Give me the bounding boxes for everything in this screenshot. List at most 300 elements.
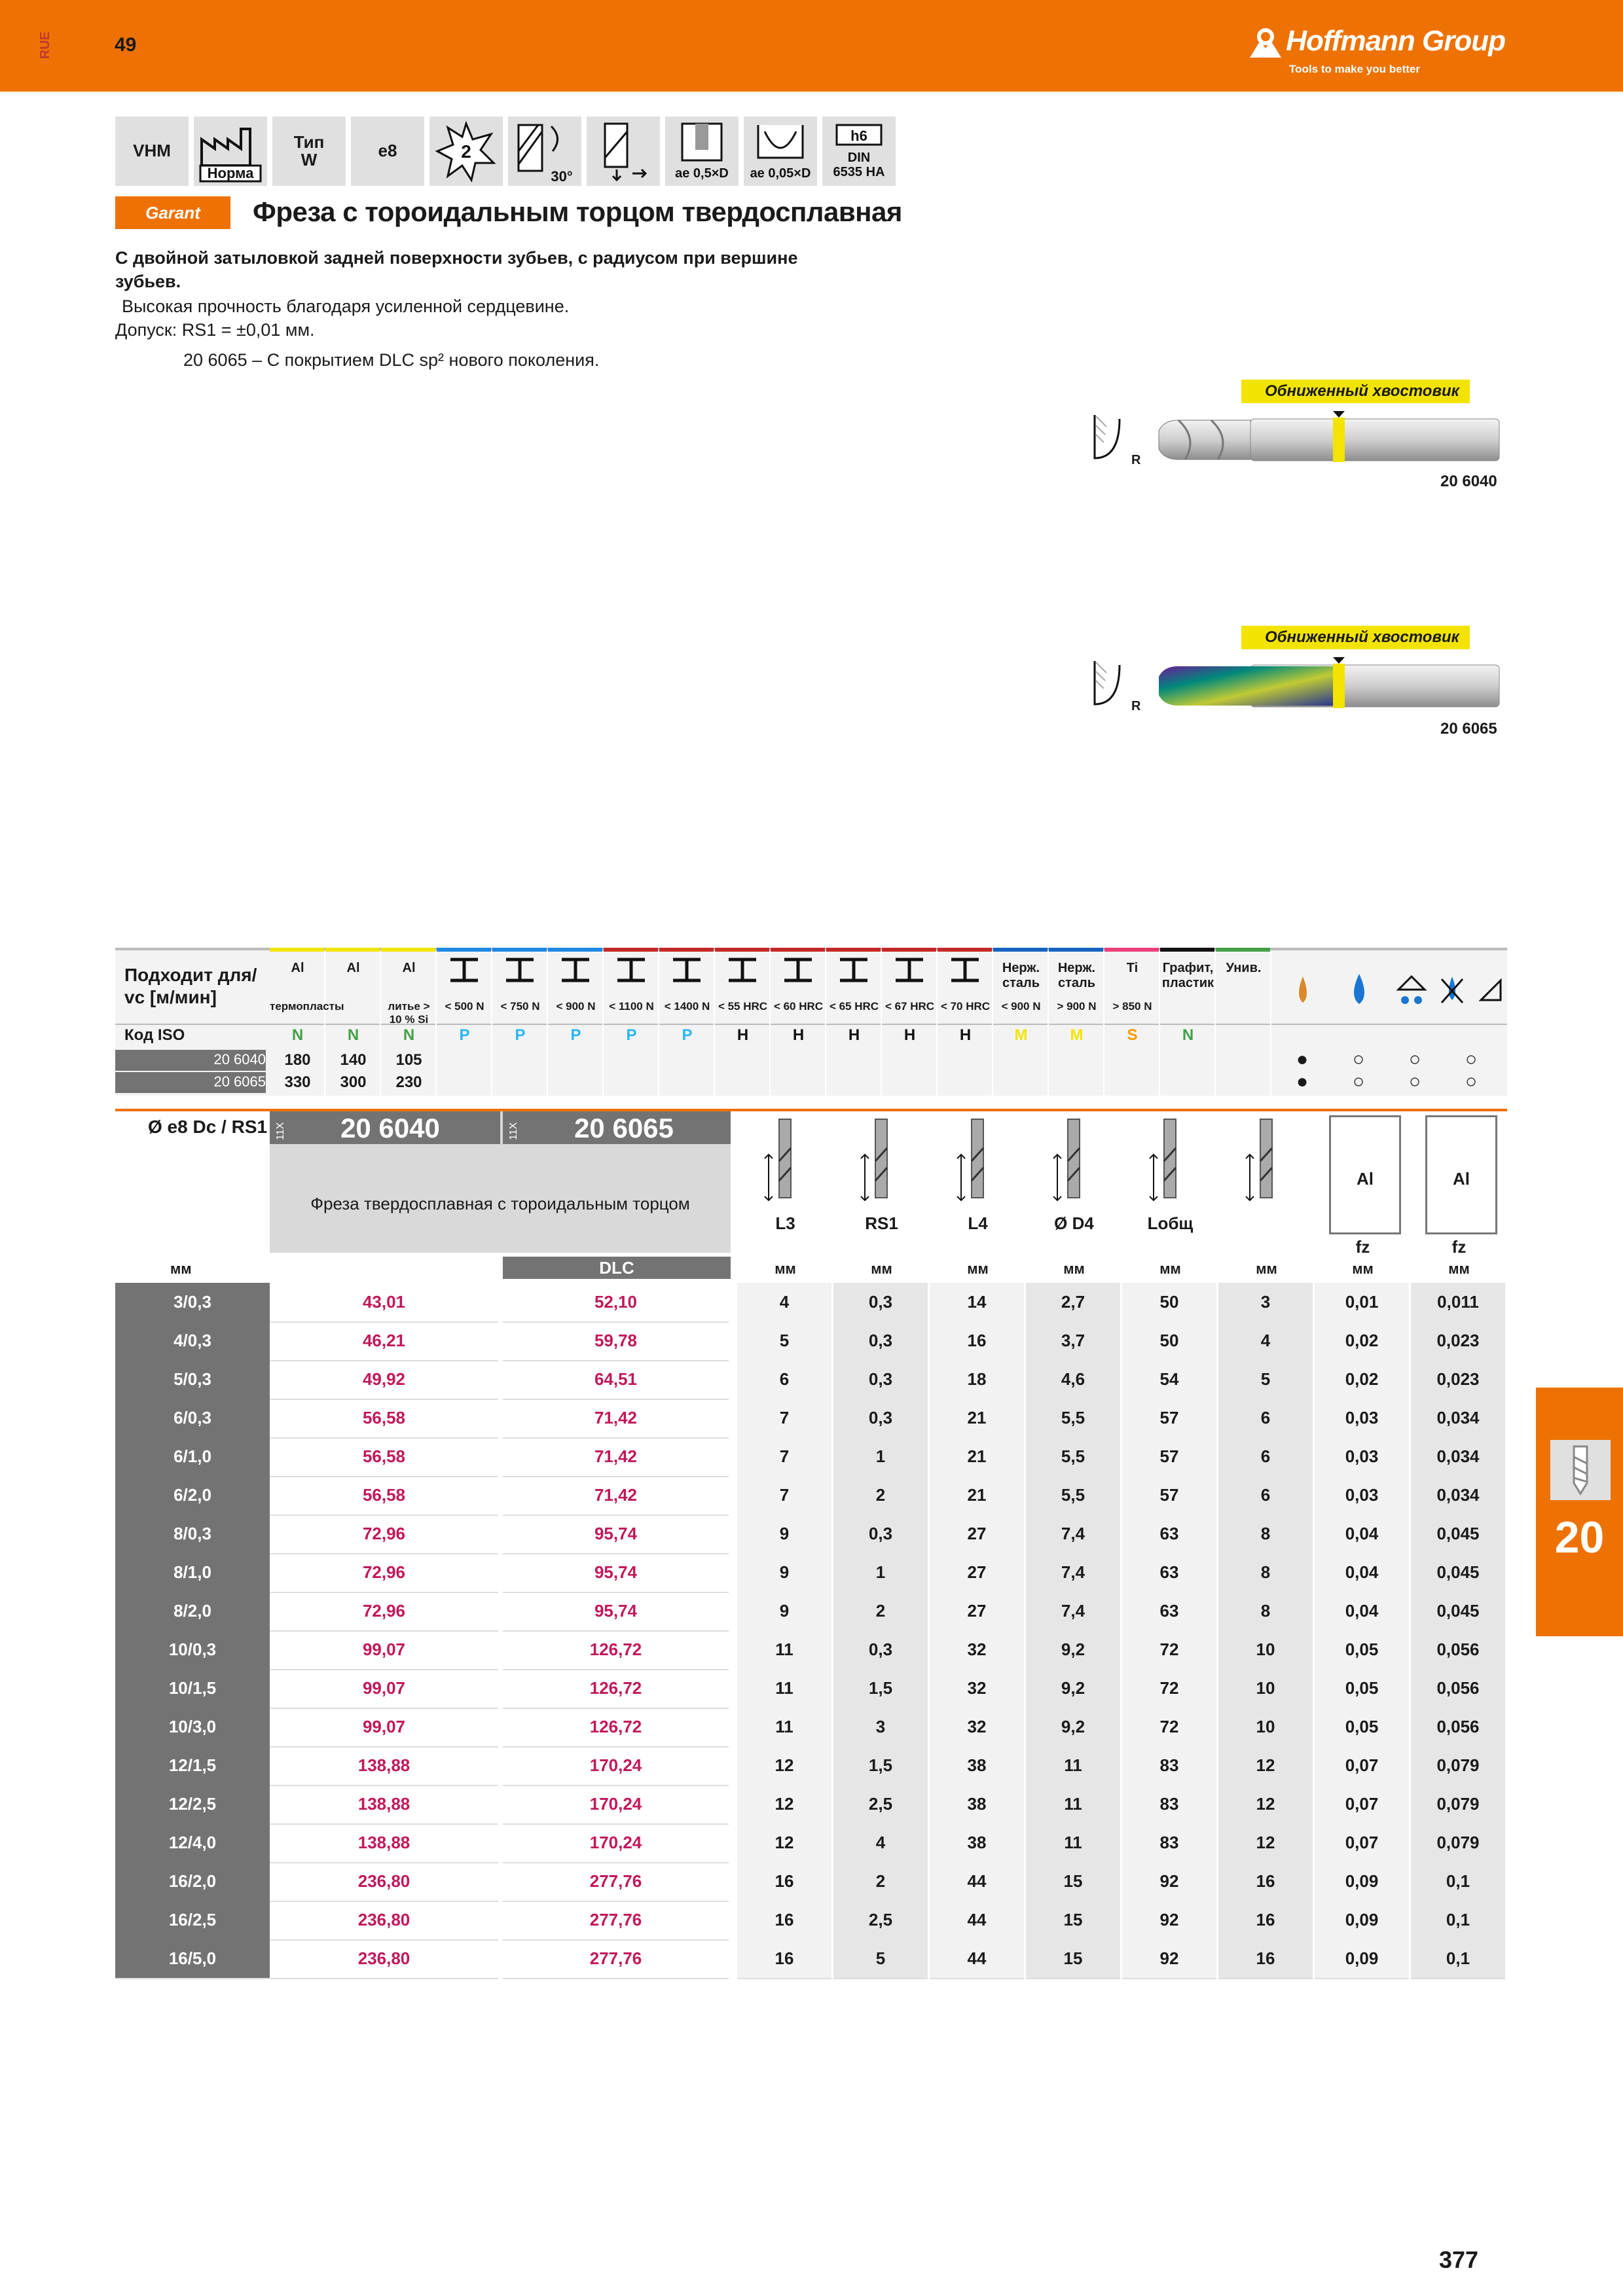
cutting-speed-value: 180 [284,1051,311,1069]
unit-label: мм [1159,1261,1181,1277]
dimension-cell: 92 [1122,1901,1216,1941]
unit-label: мм [170,1261,192,1277]
dimension-cell: 9 [737,1515,831,1554]
dimension-cell: 0,1 [1411,1901,1505,1941]
table-row [115,1321,1507,1360]
dimension-cell: 0,03 [1315,1476,1409,1516]
dimension-cell: 0,079 [1411,1785,1505,1825]
dimension-cell: 83 [1122,1823,1216,1863]
material-subheader: < 900 N [1001,1000,1041,1013]
price-cell: 236,80 [270,1939,498,1979]
price-cell: 56,58 [270,1437,498,1477]
column-separator [769,952,771,1096]
material-header: Ti [1126,961,1139,975]
iso-code: P [459,1026,470,1044]
dimension-cell: 7,4 [1026,1553,1120,1593]
dimension-cell: 38 [930,1785,1024,1825]
table-row [115,1785,1507,1823]
dimension-cell: 0,03 [1315,1437,1409,1477]
table-row [115,1630,1507,1669]
material-color-bar [1160,948,1214,952]
iso-code: H [792,1026,805,1044]
dimension-cell: 21 [930,1476,1024,1516]
hoffmann-logo-icon [1247,22,1284,59]
dimension-cell: 0,02 [1315,1360,1409,1400]
dimension-cell: 11 [1026,1785,1120,1825]
dimension-cell: 27 [930,1592,1024,1632]
size-cell: 3/0,3 [115,1283,270,1323]
dimension-header: RS1 [865,1213,898,1233]
dimension-cell: 12 [737,1785,831,1825]
profile-ae-icon [744,117,817,186]
dimension-cell: 16 [930,1321,1024,1361]
dimension-cell: 32 [930,1630,1024,1670]
slot-ae-half-icon [665,117,739,186]
dimension-cell: 0,02 [1315,1321,1409,1361]
dimension-cell: 1 [833,1553,928,1593]
dlc-label: DLC [599,1258,634,1278]
price-cell: 126,72 [503,1669,729,1709]
dimension-cell: 12 [1218,1785,1313,1825]
price-cell: 64,51 [503,1360,729,1400]
price-cell: 95,74 [503,1592,729,1632]
price-cell: 170,24 [503,1785,729,1825]
steel-beam-icon [949,957,981,983]
svg-text:ae 0,05×D: ae 0,05×D [750,166,811,181]
dimension-cell: 0,07 [1315,1823,1409,1863]
price-cell: 59,78 [503,1321,729,1361]
steel-beam-icon [782,957,814,983]
dimension-cell: 4 [833,1823,928,1863]
dimension-cell: 21 [930,1399,1024,1439]
dimension-cell: 50 [1122,1321,1216,1361]
material-subheader: < 67 HRC [884,1000,935,1013]
price-cell: 71,42 [503,1399,729,1439]
dimension-cell: 4 [737,1283,831,1323]
dimension-cell: 8 [1218,1515,1313,1554]
iso-code: P [570,1026,581,1044]
dimension-cell: 2,5 [833,1901,928,1941]
cooling-dry-mark: ● [1296,1049,1309,1070]
price-cell: 49,92 [270,1360,498,1400]
table-row [115,1901,1507,1939]
plunge-icon [587,117,660,186]
price-cell: 72,96 [270,1515,498,1554]
price-cell: 95,74 [503,1515,729,1554]
cooling-emulsion-mark: ○ [1353,1049,1365,1070]
dimension-cell: 0,05 [1315,1708,1409,1748]
dimension-cell: 44 [930,1901,1024,1941]
price-cell: 126,72 [503,1630,729,1670]
iso-code: H [848,1026,860,1044]
iso-code: M [1014,1026,1028,1044]
material-header: Нерж. сталь [1057,961,1096,990]
dimension-cell: 8 [1218,1592,1313,1632]
material-header: Унив. [1226,961,1262,975]
material-color-bar [492,948,547,952]
dimension-cell: 63 [1122,1515,1216,1554]
brand-tagline: Tools to make you better [1289,63,1420,75]
cooling-air-mark: ○ [1465,1071,1478,1092]
page-title: Фреза с тороидальным торцом твердосплавная [253,196,902,227]
dimension-cell: 16 [1218,1901,1313,1941]
price-cell: 52,10 [503,1283,729,1323]
dimension-cell: 2,5 [833,1785,928,1825]
dimension-cell: 0,045 [1411,1553,1505,1593]
price-cell: 138,88 [270,1746,498,1786]
price-cell: 236,80 [270,1862,498,1902]
material-subheader: < 65 HRC [829,1000,879,1013]
dimension-cell: 16 [737,1939,831,1979]
dimension-cell: 92 [1122,1862,1216,1902]
dimension-cell: 16 [737,1901,831,1941]
dimension-cell: 4 [1218,1321,1313,1361]
size-cell: 6/2,0 [115,1476,270,1516]
steel-beam-icon [559,957,592,983]
cooling-mist-mark: ○ [1409,1071,1421,1092]
dimension-cell: 3 [833,1708,928,1748]
material-color-bar [826,948,881,952]
feed-symbol: fz [1451,1237,1467,1257]
price-cell: 99,07 [270,1630,498,1670]
order-prefix: 11X [508,1122,519,1140]
garant-logo: Garant [115,196,230,229]
material-subheader: < 500 N [445,1000,484,1013]
dimension-cell: 6 [1218,1437,1313,1477]
steel-beam-icon [615,957,647,983]
table-row [115,1862,1507,1901]
iso-code: N [347,1026,359,1044]
size-cell: 8/2,0 [115,1592,270,1632]
size-cell: 5/0,3 [115,1360,270,1400]
dimension-cell: 12 [737,1746,831,1786]
description-line-5: 20 6065 – С покрытием DLC sp² нового поколения. [183,350,600,370]
material-header: Графит, пластик [1161,961,1214,990]
material-color-bar [1049,948,1103,952]
material-color-bar [548,948,602,952]
table-row [115,1283,1507,1321]
table-row [115,1553,1507,1592]
dimension-cell: 38 [930,1746,1024,1786]
side-language-label: RUE [38,31,52,60]
size-cell: 10/0,3 [115,1630,270,1670]
price-cell: 170,24 [503,1823,729,1863]
column-separator [825,952,826,1096]
iso-code-label: Код ISO [124,1026,185,1044]
shank-din-icon [822,117,896,186]
table-row [115,1708,1507,1746]
price-cell: 99,07 [270,1708,498,1748]
price-cell: 277,76 [503,1901,729,1941]
iso-code: P [515,1026,526,1044]
brand-name: Hoffmann Group [1286,25,1505,57]
dimension-cell: 8 [1218,1553,1313,1593]
helix-angle-icon [508,117,581,186]
dimension-cell: 6 [1218,1399,1313,1439]
table-row [115,1939,1507,1978]
dimension-cell: 12 [1218,1823,1313,1863]
dimension-icon [1048,1115,1101,1213]
dimension-cell: 7 [737,1399,831,1439]
reduced-shank-flag: Обниженный хвостовик [1241,380,1470,403]
dimension-cell: 0,04 [1315,1515,1409,1554]
dimension-cell: 0,3 [833,1321,928,1361]
iso-code: H [959,1026,972,1044]
dimension-cell: 0,3 [833,1399,928,1439]
dimension-cell: 5,5 [1026,1437,1120,1477]
size-cell: 16/2,0 [115,1862,270,1902]
material-header: Нерж. сталь [1002,961,1040,990]
dimension-icon [759,1115,812,1213]
description-line-2: зубьев. [115,272,181,291]
material-subheader: > 900 N [1057,1000,1097,1013]
two-flutes-icon [429,117,503,186]
iso-code: P [626,1026,637,1044]
size-cell: 12/1,5 [115,1746,270,1786]
page-number: 377 [1439,2246,1479,2273]
cooling-mist-mark: ○ [1409,1049,1421,1070]
dimension-cell: 5 [737,1321,831,1361]
size-cell: 8/0,3 [115,1515,270,1554]
dimension-cell: 0,09 [1315,1862,1409,1902]
dimension-cell: 0,023 [1411,1360,1505,1400]
radius-detail-icon [1093,412,1133,465]
price-cell: 56,58 [270,1399,498,1439]
product-name: Фреза твердосплавная с тороидальным торцом [310,1194,690,1213]
order-prefix: 11X [275,1122,286,1140]
size-cell: 6/0,3 [115,1399,270,1439]
chapter-number: 20 [1554,1513,1605,1562]
dimension-cell: 10 [1218,1669,1313,1709]
material-color-bar [437,948,491,952]
dimension-cell: 9 [737,1553,831,1593]
material-color-bar [604,948,658,952]
description-line-4: Допуск: RS1 = ±0,01 мм. [115,320,315,340]
cooling-emulsion-mark: ○ [1353,1071,1365,1092]
dimension-cell: 7 [737,1437,831,1477]
dimension-cell: 57 [1122,1476,1216,1516]
material-subheader: < 70 HRC [940,1000,991,1013]
dimension-cell: 0,045 [1411,1592,1505,1632]
dimension-cell: 7,4 [1026,1592,1120,1632]
dimension-header: L3 [775,1213,795,1233]
dimension-cell: 2,7 [1026,1283,1120,1323]
dimension-cell: 4,6 [1026,1360,1120,1400]
steel-beam-icon [726,957,759,983]
material-color-bar [659,948,714,952]
dimension-cell: 0,056 [1411,1708,1505,1748]
price-cell: 56,58 [270,1476,498,1516]
dimension-cell: 0,3 [833,1515,928,1554]
material-subheader: < 750 N [500,1000,540,1013]
feed-material-label: Al [1453,1169,1470,1189]
steel-beam-icon [893,957,926,983]
price-cell: 95,74 [503,1553,729,1593]
material-color-bar [882,948,936,952]
size-cell: 8/1,0 [115,1553,270,1593]
size-cell: 6/1,0 [115,1437,270,1477]
dimension-cell: 11 [737,1630,831,1670]
material-title-line-1: Подходит для/ [124,965,257,985]
dimension-cell: 15 [1026,1901,1120,1941]
column-separator [881,952,882,1096]
cooling-air-mark: ○ [1465,1049,1478,1070]
dimension-cell: 63 [1122,1553,1216,1593]
dimension-cell: 1,5 [833,1746,928,1786]
dimension-cell: 10 [1218,1630,1313,1670]
end-mill-drawing [1152,406,1510,471]
material-row-code: 20 6040 [213,1051,266,1067]
price-cell: 236,80 [270,1901,498,1941]
dimension-header: Lобщ [1147,1213,1194,1233]
material-subheader: < 900 N [556,1000,596,1013]
table-row [115,1592,1507,1630]
dimension-cell: 2 [833,1862,928,1902]
dimension-cell: 11 [737,1708,831,1748]
radius-detail-icon [1093,658,1133,711]
dimension-cell: 15 [1026,1939,1120,1979]
dimension-cell: 11 [737,1669,831,1709]
dimension-cell: 9,2 [1026,1669,1120,1709]
dimension-cell: 0,045 [1411,1515,1505,1554]
air-icon [1481,980,1501,1000]
norm-label: Норма [207,165,254,181]
dimension-cell: 57 [1122,1399,1216,1439]
dimension-cell: 6 [737,1360,831,1400]
material-color-bar [993,948,1048,952]
dimension-cell: 0,07 [1315,1785,1409,1825]
steel-beam-icon [837,957,870,983]
dimension-cell: 9 [737,1592,831,1632]
dimension-cell: 83 [1122,1746,1216,1786]
iso-code: H [737,1026,749,1044]
material-color-bar [1216,948,1270,952]
material-color-bar [325,948,380,952]
price-cell: 99,07 [270,1669,498,1709]
price-cell: 71,42 [503,1476,729,1516]
dimension-cell: 50 [1122,1283,1216,1323]
price-cell: 72,96 [270,1553,498,1593]
unit-label: мм [1256,1261,1277,1277]
material-color-bar [771,948,825,952]
dimension-cell: 0,04 [1315,1592,1409,1632]
factory-norm-icon [194,117,267,186]
dimension-cell: 11 [1026,1746,1120,1786]
material-subheader: < 55 HRC [718,1000,768,1013]
price-cell: 170,24 [503,1746,729,1786]
dimension-cell: 0,056 [1411,1669,1505,1709]
iso-code: N [291,1026,304,1044]
feed-material-label: Al [1357,1169,1374,1189]
table-row [115,1437,1507,1476]
dimension-cell: 0,3 [833,1283,928,1323]
dimension-cell: 0,1 [1411,1862,1505,1902]
dimension-cell: 1 [833,1437,928,1477]
dimension-cell: 0,079 [1411,1746,1505,1786]
size-cell: 16/5,0 [115,1939,270,1979]
material-subheader: < 60 HRC [773,1000,824,1013]
cutting-speed-value: 105 [395,1051,422,1069]
price-cell: 72,96 [270,1592,498,1632]
dimension-cell: 18 [930,1360,1024,1400]
material-subheader: > 850 N [1112,1000,1152,1013]
dimension-cell: 7 [737,1476,831,1516]
radius-label: R [1131,453,1141,467]
dimension-cell: 72 [1122,1630,1216,1670]
iso-code: H [903,1026,916,1044]
column-separator [491,952,492,1096]
dimension-cell: 2 [833,1592,928,1632]
unit-label: мм [871,1261,892,1277]
column-separator [936,952,938,1096]
vhm-icon: VHM [115,117,189,186]
material-subheader: термопласты [270,1000,344,1013]
product-code-1: 20 6040 [1440,473,1497,490]
dimension-cell: 0,079 [1411,1823,1505,1863]
dimension-cell: 5 [1218,1360,1313,1400]
dimension-cell: 16 [737,1862,831,1902]
iso-code: N [403,1026,415,1044]
dimension-cell: 27 [930,1515,1024,1554]
dimension-cell: 0,07 [1315,1746,1409,1786]
dimension-cell: 63 [1122,1592,1216,1632]
price-cell: 277,76 [503,1862,729,1902]
dimension-cell: 0,034 [1411,1476,1505,1516]
dimension-cell: 54 [1122,1360,1216,1400]
reduced-shank-flag: Обниженный хвостовик [1241,626,1470,649]
dimension-cell: 57 [1122,1437,1216,1477]
dimension-cell: 0,3 [833,1360,928,1400]
dimension-cell: 72 [1122,1669,1216,1709]
dimension-cell: 0,056 [1411,1630,1505,1670]
table-row [115,1746,1507,1785]
dimension-cell: 21 [930,1437,1024,1477]
description-line-1: С двойной затыловкой задней поверхности зубьев, с радиусом при вершине [115,248,798,268]
oil-drop-icon [1299,977,1307,1003]
iso-code: S [1127,1026,1138,1044]
product-code-2: 20 6065 [1440,720,1497,738]
dimension-cell: 0,09 [1315,1901,1409,1941]
dimension-icon [1144,1115,1197,1213]
unit-label: мм [1352,1261,1374,1277]
material-header: Al [402,961,416,975]
dimension-cell: 3,7 [1026,1321,1120,1361]
dimension-cell: 0,05 [1315,1630,1409,1670]
dimension-cell: 38 [930,1823,1024,1863]
iso-code: P [682,1026,693,1044]
material-color-bar [938,948,992,952]
column-separator [658,952,659,1096]
dimension-cell: 9,2 [1026,1630,1120,1670]
material-header: Al [346,961,360,975]
material-header: Al [291,961,304,975]
dimension-cell: 2 [833,1476,928,1516]
svg-text:2: 2 [461,141,471,162]
dlc-end-mill-drawing [1152,652,1510,717]
radius-label: R [1131,699,1141,713]
material-subheader: < 1100 N [609,1000,654,1013]
size-cell: 10/3,0 [115,1708,270,1748]
dimension-icon [1241,1115,1293,1213]
steel-beam-icon [448,957,481,983]
material-suitability-table [115,948,1507,1096]
dimension-cell: 3 [1218,1283,1313,1323]
dimension-cell: 92 [1122,1939,1216,1979]
cutting-speed-value: 330 [284,1073,311,1091]
price-cell: 71,42 [503,1437,729,1477]
cutting-speed-value: 300 [340,1073,367,1091]
material-color-bar [270,948,324,952]
